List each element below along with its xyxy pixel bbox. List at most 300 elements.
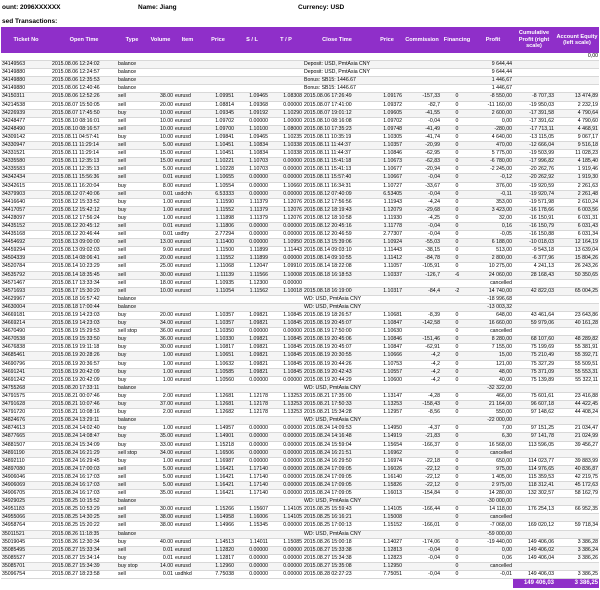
- cell-take-profit: 0.00000: [269, 190, 303, 198]
- table-row: [1, 142, 599, 150]
- cell-close-time: 2015.08.10 17:35:23: [303, 125, 371, 133]
- cell-financing: 0: [441, 425, 473, 433]
- cell-financing: 0: [441, 409, 473, 417]
- cell-close-price: 1.10846: [371, 150, 403, 158]
- cell-financing: 0: [441, 514, 473, 522]
- cell-item: eurusd: [174, 247, 201, 255]
- cell-account-equity: [555, 69, 599, 77]
- cell-item: eurusd: [174, 271, 201, 279]
- cell-commission: [403, 61, 441, 69]
- currency-label: Currency: USD: [298, 4, 345, 11]
- cell-cumulative-profit: [513, 384, 555, 392]
- cell-open-price: 1.09951: [201, 93, 235, 101]
- cell-ticket-no: 35019045: [1, 538, 51, 546]
- cell-commission: -84,4: [403, 287, 441, 295]
- cell-type: sell: [117, 271, 147, 279]
- account-label: ount: 2096XXXXXX: [2, 4, 61, 11]
- table-row: [1, 125, 599, 133]
- cell-take-profit: 1.10845: [269, 344, 303, 352]
- cell-item: eurusd: [174, 287, 201, 295]
- cell-type: buy: [117, 368, 147, 376]
- cell-volume: 1.00: [147, 368, 174, 376]
- cell-commission: [403, 53, 441, 61]
- cell-commission: -154,84: [403, 490, 441, 498]
- cell-ticket-no: 35085701: [1, 562, 51, 570]
- cell-profit: 14 280,00: [473, 490, 513, 498]
- cell-close-price: 1.10630: [371, 328, 403, 336]
- cell-profit: -2 245,00: [473, 166, 513, 174]
- cell-close-price: [371, 530, 403, 538]
- cell-profit: -280,00: [473, 125, 513, 133]
- cell-take-profit: 1.10338: [269, 150, 303, 158]
- cell-cumulative-profit: -16 150,88: [513, 231, 555, 239]
- cell-profit: 2 600,00: [473, 109, 513, 117]
- cell-close-price: 1.11443: [371, 247, 403, 255]
- cell-ticket-no: 34504339: [1, 255, 51, 263]
- cell-commission: -157,33: [403, 93, 441, 101]
- cell-financing: 0: [441, 117, 473, 125]
- cell-profit: cancelled: [473, 514, 513, 522]
- cell-take-profit: 1.09910: [269, 263, 303, 271]
- cell-commission: -20,94: [403, 166, 441, 174]
- cell-take-profit: 1.10290: [269, 109, 303, 117]
- table-row: [1, 481, 599, 489]
- cell-close-price: 1.11412: [371, 255, 403, 263]
- cell-stop-loss: 1.11379: [235, 198, 269, 206]
- table-row: [1, 279, 599, 287]
- cell-type: sell: [117, 506, 147, 514]
- cell-take-profit: 1.10845: [269, 312, 303, 320]
- cell-close-price: 1.10847: [371, 344, 403, 352]
- cell-account-equity: 23 643,86: [555, 312, 599, 320]
- cell-close-time: 2015.08.14 18:22:08: [303, 263, 371, 271]
- cell-open-time: 2015.08.19 19:11:18: [51, 344, 117, 352]
- cell-type: buy: [117, 433, 147, 441]
- cell-stop-loss: 0.00000: [235, 376, 269, 384]
- cell-type: sell: [117, 231, 147, 239]
- cell-profit: 353,00: [473, 198, 513, 206]
- cell-ticket-no: 34897080: [1, 465, 51, 473]
- cell-open-price: 1.09700: [201, 125, 235, 133]
- column-header-stop-loss: S / L: [235, 27, 269, 53]
- cell-close-price: 1.10924: [371, 239, 403, 247]
- cell-item: eurusd: [174, 481, 201, 489]
- cell-account-equity: [555, 530, 599, 538]
- cell-open-price: 1.11139: [201, 271, 235, 279]
- cell-cumulative-profit: 75 371,09: [513, 368, 555, 376]
- cell-profit: -11 160,00: [473, 101, 513, 109]
- cell-type: buy: [117, 538, 147, 546]
- cell-open-time: 2015.08.24 13:29:11: [51, 417, 117, 425]
- cell-account-equity: 39 456,27: [555, 441, 599, 449]
- cell-item: eurusd: [174, 150, 201, 158]
- cell-profit: cancelled: [473, 279, 513, 287]
- cell-stop-loss: 0.00000: [235, 449, 269, 457]
- cell-stop-loss: 1.11899: [235, 255, 269, 263]
- cell-ticket-no: 34669181: [1, 312, 51, 320]
- cell-cumulative-profit: [513, 53, 555, 61]
- cell-open-time: 2015.08.19 20:36:57: [51, 360, 117, 368]
- cell-open-price: 1.10655: [201, 174, 235, 182]
- cell-stop-loss: 0.00000: [235, 174, 269, 182]
- cell-cumulative-profit: 149 406,03: [513, 571, 555, 579]
- cell-ticket-no: 34459294: [1, 247, 51, 255]
- cell-open-time: 2015.08.24 14:08:47: [51, 433, 117, 441]
- cell-close-price: 1.14919: [371, 433, 403, 441]
- cell-close-price: 1.09372: [371, 101, 403, 109]
- cell-cumulative-profit: 75 210,49: [513, 352, 555, 360]
- cell-open-price: 1.11806: [201, 222, 235, 230]
- cell-close-time: 2015.08.19 20:42:43: [303, 368, 371, 376]
- cell-item: eurusd: [174, 457, 201, 465]
- cell-close-time: 2015.08.10 08:16:08: [303, 117, 371, 125]
- table-row: [1, 546, 599, 554]
- cell-volume: 1.00: [147, 457, 174, 465]
- cell-cumulative-profit: 75 199,69: [513, 344, 555, 352]
- cell-volume: 2.00: [147, 392, 174, 400]
- cell-cumulative-profit: [513, 449, 555, 457]
- table-row: [1, 182, 599, 190]
- cell-type: buy: [117, 392, 147, 400]
- cell-take-profit: 1.10008: [269, 271, 303, 279]
- cell-ticket-no: 35085527: [1, 554, 51, 562]
- cell-cumulative-profit: [513, 85, 555, 93]
- table-row: [1, 530, 599, 538]
- cell-close-price: [371, 77, 403, 85]
- cell-close-time: 2015.08.11 11:44:37: [303, 142, 371, 150]
- cell-financing: 0: [441, 231, 473, 239]
- cell-type: sell: [117, 514, 147, 522]
- cell-ticket-no: 35096754: [1, 571, 51, 579]
- cell-ticket-no: 34685461: [1, 352, 51, 360]
- cell-commission: -38,15: [403, 247, 441, 255]
- cell-cumulative-profit: 176 254,13: [513, 506, 555, 514]
- cell-close-price: 6.53405: [371, 190, 403, 198]
- table-row: [1, 457, 599, 465]
- cell-take-profit: 0.00000: [269, 101, 303, 109]
- cell-close-time: 2015.08.19 17:50:00: [303, 328, 371, 336]
- cell-take-profit: 1.15085: [269, 538, 303, 546]
- cell-commission: -62,83: [403, 158, 441, 166]
- cell-commission: -62,91: [403, 344, 441, 352]
- cell-item: eurusd: [174, 449, 201, 457]
- cell-open-time: 2015.08.13 09:00:00: [51, 239, 117, 247]
- cell-ticket-no: 34958764: [1, 522, 51, 530]
- cell-open-time: 2015.08.11 12:35:13: [51, 158, 117, 166]
- cell-cumulative-profit: -16 150,91: [513, 214, 555, 222]
- cell-cumulative-profit: 118 312,41: [513, 481, 555, 489]
- cell-type: sell: [117, 255, 147, 263]
- column-header-commission: Commission: [403, 27, 441, 53]
- cell-financing: [441, 85, 473, 93]
- cell-open-time: 2015.08.27 15:34:14: [51, 554, 117, 562]
- cell-close-price: 1.10600: [371, 376, 403, 384]
- cell-commission: -41,49: [403, 125, 441, 133]
- cell-type: sell: [117, 222, 147, 230]
- cell-close-time: 2015.08.11 15:57:40: [303, 174, 371, 182]
- cell-open-time: 2015.08.12 20:45:12: [51, 222, 117, 230]
- cell-close-price: 1.09176: [371, 93, 403, 101]
- cell-open-price: 1.14901: [201, 433, 235, 441]
- cell-open-time: 2015.08.12 20:46:44: [51, 231, 117, 239]
- cell-volume: 1.00: [147, 425, 174, 433]
- cell-cumulative-profit: 97 141,78: [513, 433, 555, 441]
- cell-account-equity: 44 422,45: [555, 401, 599, 409]
- cell-financing: 0: [441, 247, 473, 255]
- cell-financing: 0: [441, 174, 473, 182]
- cell-commission: -0,04: [403, 117, 441, 125]
- cell-volume: 0.01: [147, 546, 174, 554]
- cell-volume: 10.00: [147, 109, 174, 117]
- cell-stop-loss: 0.00000: [235, 328, 269, 336]
- cell-stop-loss: 1.12178: [235, 392, 269, 400]
- column-header-cumulative-profit: Cumulative Profit (right scale): [513, 27, 555, 53]
- cell-volume: 1.00: [147, 376, 174, 384]
- cell-type: buy: [117, 109, 147, 117]
- cell-commission: -166,37: [403, 441, 441, 449]
- table-row: [1, 490, 599, 498]
- cell-type: sell: [117, 174, 147, 182]
- table-row: [1, 360, 599, 368]
- cell-close-price: [371, 85, 403, 93]
- cell-profit: 8 280,00: [473, 336, 513, 344]
- table-header-row: [1, 27, 599, 53]
- cell-cumulative-profit: [513, 417, 555, 425]
- cell-account-equity: 1 919,30: [555, 174, 599, 182]
- cell-type: balance: [117, 417, 303, 425]
- cell-profit: 975,00: [473, 465, 513, 473]
- cell-close-price: 1.10846: [371, 336, 403, 344]
- cell-stop-loss: 1.17140: [235, 490, 269, 498]
- cell-ticket-no: 34535792: [1, 271, 51, 279]
- cell-commission: -21,83: [403, 433, 441, 441]
- cell-open-price: 1.16506: [201, 449, 235, 457]
- cell-profit: 21 164,00: [473, 401, 513, 409]
- cell-type: balance: [117, 85, 303, 93]
- cell-cumulative-profit: -20 262,76: [513, 166, 555, 174]
- cell-profit: 16 660,00: [473, 320, 513, 328]
- cell-commission: [403, 69, 441, 77]
- cell-close-time: 2015.08.11 15:41:18: [303, 158, 371, 166]
- cell-take-profit: 0.00000: [269, 433, 303, 441]
- table-body: [1, 53, 599, 579]
- table-row: [1, 336, 599, 344]
- cell-volume: 1.00: [147, 352, 174, 360]
- cell-ticket-no: 34417057: [1, 206, 51, 214]
- cell-take-profit: 0.00000: [269, 231, 303, 239]
- cell-item: eurusd: [174, 554, 201, 562]
- cell-financing: 0: [441, 449, 473, 457]
- cell-volume: 5.00: [147, 142, 174, 150]
- cell-cumulative-profit: [513, 328, 555, 336]
- cell-commission: -4,2: [403, 368, 441, 376]
- cell-stop-loss: 1.17140: [235, 473, 269, 481]
- cell-stop-loss: 0.00000: [235, 562, 269, 570]
- cell-open-time: 2015.08.14 08:06:41: [51, 255, 117, 263]
- cell-ticket-no: 34691242: [1, 376, 51, 384]
- cell-close-price: 1.11930: [371, 214, 403, 222]
- cell-item: eurusd: [174, 239, 201, 247]
- cell-cumulative-profit: 149 406,02: [513, 546, 555, 554]
- cell-cumulative-profit: [513, 69, 555, 77]
- cell-ticket-no: 34906046: [1, 473, 51, 481]
- cell-account-equity: 1 919,46: [555, 166, 599, 174]
- cell-commission: -166,01: [403, 522, 441, 530]
- cell-close-price: 1.11057: [371, 263, 403, 271]
- cell-account-equity: 45 172,63: [555, 481, 599, 489]
- cell-volume: 20.00: [147, 255, 174, 263]
- cell-open-price: 1.12681: [201, 392, 235, 400]
- cell-type: sell: [117, 473, 147, 481]
- cell-financing: 0: [441, 546, 473, 554]
- cell-close-price: [371, 498, 403, 506]
- cell-cumulative-profit: -17 713,11: [513, 125, 555, 133]
- cell-ticket-no: 34892110: [1, 457, 51, 465]
- cell-commission: -105,91: [403, 263, 441, 271]
- cell-item: eurusd: [174, 142, 201, 150]
- cell-open-time: 2015.08.21 10:07:46: [51, 401, 117, 409]
- cell-volume: 1.00: [147, 198, 174, 206]
- cell-cumulative-profit: [513, 295, 555, 303]
- cell-open-price: 1.14958: [201, 514, 235, 522]
- cell-cumulative-profit: -19 920,59: [513, 182, 555, 190]
- cell-close-price: 1.13253: [371, 401, 403, 409]
- cell-account-equity: 59 718,34: [555, 522, 599, 530]
- cell-account-equity: 55 381,91: [555, 344, 599, 352]
- cell-ticket-no: 34149880: [1, 69, 51, 77]
- cell-account-equity: 39 883,99: [555, 457, 599, 465]
- cell-close-time: 2015.08.27 15:34:38: [303, 554, 371, 562]
- cell-commission: -4,28: [403, 392, 441, 400]
- cell-open-time: 2015.08.25 10:15:52: [51, 498, 117, 506]
- cell-account-equity: 15 804,26: [555, 255, 599, 263]
- cell-commission: [403, 514, 441, 522]
- cell-close-time: 2015.08.11 10:35:19: [303, 133, 371, 141]
- cell-profit: 24 060,00: [473, 271, 513, 279]
- cell-cumulative-profit: -17 391,62: [513, 117, 555, 125]
- cell-ticket-no: 34150311: [1, 93, 51, 101]
- cell-financing: 0: [441, 457, 473, 465]
- cell-ticket-no: 34330947: [1, 142, 51, 150]
- cell-financing: [441, 53, 473, 61]
- cell-close-price: 1.12823: [371, 554, 403, 562]
- cell-volume: 36.00: [147, 336, 174, 344]
- cell-stop-loss: 1.11566: [235, 271, 269, 279]
- cell-open-time: 2015.08.19 20:42:09: [51, 376, 117, 384]
- cell-close-time: 2015.08.26 15:00:18: [303, 538, 371, 546]
- cell-item: eurusd: [174, 214, 201, 222]
- cell-profit: 650,00: [473, 457, 513, 465]
- cell-item: eurusd: [174, 166, 201, 174]
- cell-stop-loss: 1.11562: [235, 287, 269, 295]
- cell-item: eurusd: [174, 174, 201, 182]
- cell-take-profit: 0.00000: [269, 522, 303, 530]
- cell-profit: -6 780,00: [473, 158, 513, 166]
- cell-financing: 0: [441, 465, 473, 473]
- cell-close-price: [371, 295, 403, 303]
- cell-close-time: 2015.08.11 11:44:37: [303, 150, 371, 158]
- cell-close-price: 1.13147: [371, 392, 403, 400]
- cell-financing: [441, 303, 473, 311]
- cell-profit: 32,00: [473, 214, 513, 222]
- cell-profit: 7 155,00: [473, 344, 513, 352]
- cell-ticket-no: 34690796: [1, 360, 51, 368]
- cell-stop-loss: 0.00000: [235, 554, 269, 562]
- cell-account-equity: 55 553,31: [555, 368, 599, 376]
- cell-item: eurusd: [174, 441, 201, 449]
- cell-profit: 121,00: [473, 360, 513, 368]
- cell-type: sell: [117, 190, 147, 198]
- cell-close-time: 2015.08.12 18:10:58: [303, 214, 371, 222]
- cell-take-profit: 1.10845: [269, 368, 303, 376]
- cell-stop-loss: 1.09821: [235, 368, 269, 376]
- cell-profit: 14 740,00: [473, 287, 513, 295]
- table-row: [1, 514, 599, 522]
- cell-item: eurusd: [174, 101, 201, 109]
- cell-account-equity: 2 261,63: [555, 182, 599, 190]
- cell-open-time: 2015.08.11 15:56:36: [51, 174, 117, 182]
- cell-stop-loss: 1.10100: [235, 125, 269, 133]
- cell-item: eurusd: [174, 562, 201, 570]
- cell-take-profit: 1.10845: [269, 360, 303, 368]
- cell-financing: [441, 61, 473, 69]
- cell-financing: 0: [441, 206, 473, 214]
- cell-commission: -33,67: [403, 182, 441, 190]
- cell-stop-loss: 1.09821: [235, 312, 269, 320]
- cell-ticket-no: 34791575: [1, 392, 51, 400]
- cell-open-time: 2015.08.11 11:29:14: [51, 150, 117, 158]
- cell-financing: 0: [441, 182, 473, 190]
- cell-financing: 0: [441, 376, 473, 384]
- cell-type: buy: [117, 198, 147, 206]
- cell-stop-loss: 1.14011: [235, 538, 269, 546]
- cell-close-time: 2015.08.07 19:01:12: [303, 109, 371, 117]
- cell-type: sell: [117, 158, 147, 166]
- cell-take-profit: 1.12076: [269, 206, 303, 214]
- cell-commission: -166,44: [403, 506, 441, 514]
- cell-close-time: 2015.08.25 16:16:21: [303, 514, 371, 522]
- cell-cumulative-profit: [513, 530, 555, 538]
- cell-close-price: 1.15152: [371, 522, 403, 530]
- cell-item: eurusd: [174, 538, 201, 546]
- cell-profit: 376,00: [473, 182, 513, 190]
- cell-cumulative-profit: -13 115,05: [513, 133, 555, 141]
- cell-item: eurusd: [174, 158, 201, 166]
- cell-item: eurusd: [174, 506, 201, 514]
- cell-type: [117, 53, 147, 61]
- cell-ticket-no: 34877665: [1, 433, 51, 441]
- cell-close-time: 2015.08.18 16:19:00: [303, 287, 371, 295]
- cell-account-equity: 6 031,34: [555, 231, 599, 239]
- cell-close-time: 2015.08.13 15:39:06: [303, 239, 371, 247]
- cell-financing: [441, 295, 473, 303]
- cell-type: sell: [117, 279, 147, 287]
- cell-stop-loss: 1.12178: [235, 401, 269, 409]
- cell-cumulative-profit: -19 503,99: [513, 150, 555, 158]
- cell-volume: 20.00: [147, 312, 174, 320]
- cell-cumulative-profit: -8 707,33: [513, 93, 555, 101]
- cell-financing: 0: [441, 368, 473, 376]
- cell-financing: 0: [441, 150, 473, 158]
- table-row: [1, 255, 599, 263]
- cell-close-price: 1.11943: [371, 198, 403, 206]
- cell-volume: 1.00: [147, 206, 174, 214]
- cell-volume: 34.00: [147, 320, 174, 328]
- cell-item: eurusd: [174, 109, 201, 117]
- table-row: [1, 433, 599, 441]
- cell-open-price: 1.09345: [201, 109, 235, 117]
- cell-profit: 550,00: [473, 409, 513, 417]
